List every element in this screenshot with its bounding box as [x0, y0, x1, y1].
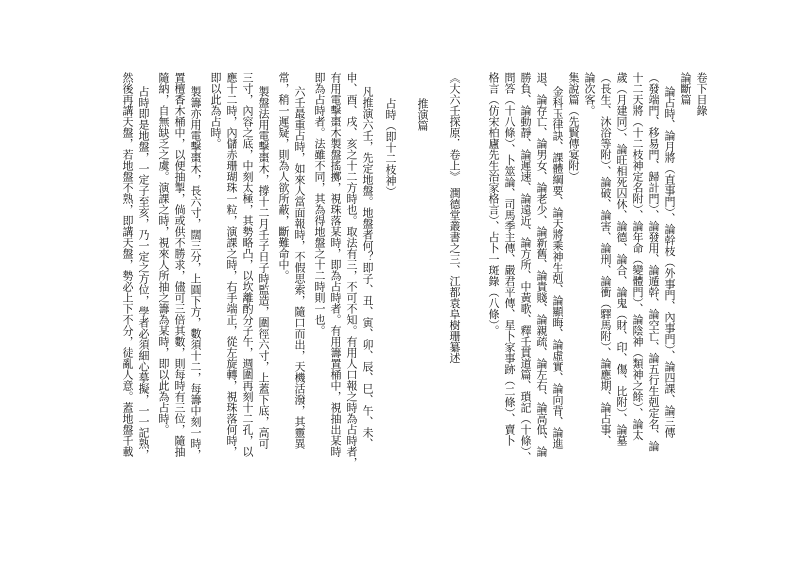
text-column: 論次客。 — [583, 72, 596, 116]
section-heading: 論斷篇 — [679, 72, 692, 105]
text-column: 申、酉、戌、亥之十二方時也。取法有三，不可不知。有用人口報之時為占時者， — [345, 72, 358, 468]
subsection-heading: 占時（即十二枝神） — [384, 98, 397, 197]
text-column: 置檀香木桶中，以便抽掣，倘或供不勝求，儘可三倍其數，則每時有三位，隨抽 — [173, 72, 186, 457]
text-column: 然後再講天盤，若地盤不熟，即講天盤，勢必上下不分，徒亂人意。蓋地盤千載 — [121, 72, 134, 457]
section-heading: 集說篇（先賢傳宴附） — [567, 72, 580, 182]
text-column: 製盤法用電擊棗木，撐十二月壬子日子時監造，圍徑六寸，上蓋下底，高可 — [257, 86, 270, 449]
text-column: 有用電擊棗木製盤搖擲，視珠落某時，即為占時者。有用籌置桶中，視抽出某時 — [329, 72, 342, 457]
text-column: 六壬最重占時，如來人當面報時，不假思索，隨口而出，天機活潑，其靈異 — [293, 86, 306, 449]
text-column: 勝負、論動靜、論遲速、論遠近、論方所、中黃歌、釋壬貫道篇、瑣記（十條）、 — [519, 72, 532, 463]
text-column: （發端門、移易門、歸計門）、論發用、論遁幹、論空亡、論五行生剋定名、論 — [647, 72, 660, 452]
volume-title: 《大六壬探原．卷上》 潤德堂叢書之三、江都袁阜樹珊纂述 — [448, 72, 461, 364]
text-column: 論占時、論月將（直事門）、論幹枝（外事門、內事門）、論四課、論三傳 — [663, 86, 676, 438]
toc-title: 卷下目錄 — [695, 72, 708, 116]
text-column: 問答（十八條）、卜筮論、司馬季主傳、嚴君平傳、星卜家事跡（二條）、賣卜 — [503, 72, 516, 446]
text-column: 十二天將（十二枝神定名附）、論年命（變體門）、論陰神（類神之餘）、論太 — [631, 72, 644, 441]
text-column: 即為占時者。法雖不同，其為得地盤之十二時則一也。 — [313, 72, 326, 336]
text-column: （長生、沐浴等附）、論破、論害、論刑、論衝（驛馬附）、論應期、論占事、 — [599, 72, 612, 446]
text-column: 隨納，自無缺乏之虞。演課之時，視來人所抽之籌為某時，即以此為占時。 — [157, 72, 170, 435]
text-column: 金科玉律訣、課體綱要、論天將乘神生剋、論顯晦、論虛實、論向背、論進 — [551, 86, 564, 449]
text-column: 製籌亦用電擊棗木，長六寸，闊三分，上圓下方，數須十二，每籌中刻一時， — [189, 86, 202, 460]
text-column: 歲（月建同）、論旺相死囚休、論德、論合、論鬼（財、印、傷、比附）、論墓 — [615, 72, 628, 446]
text-column: 格言（仿宋柏廬先生治家格言）、占卜一斑錄（八條）。 — [487, 72, 500, 336]
section-heading: 推演篇 — [416, 98, 429, 131]
text-column: 即以此為占時。 — [209, 72, 222, 149]
text-column: 三寸，內容之底，中刻太極，其勢略凸，以坎離酌分子午，週圍再刻十二孔，以 — [241, 72, 254, 457]
text-column: 凡推演六壬，先定地盤。地盤者何？即子、丑、寅、卯、辰、巳、午、未、 — [361, 86, 374, 449]
text-column: 常，稍一遲疑，則為人欲所蔽，斷難命中。 — [277, 72, 290, 281]
text-column: 占時即是地盤，一定子至亥，乃一定之方位，學者必須細心摹擬，一一記熟， — [137, 86, 150, 460]
text-column: 應十二時，內儲赤珊瑚珠一粒，演課之時，右手端正，從左旋轉，視珠落何時， — [225, 72, 238, 457]
text-column: 退、論存亡、論男女、論老少、論新舊、論貴賤、論親疏、論左右、論高低、論 — [535, 72, 548, 457]
